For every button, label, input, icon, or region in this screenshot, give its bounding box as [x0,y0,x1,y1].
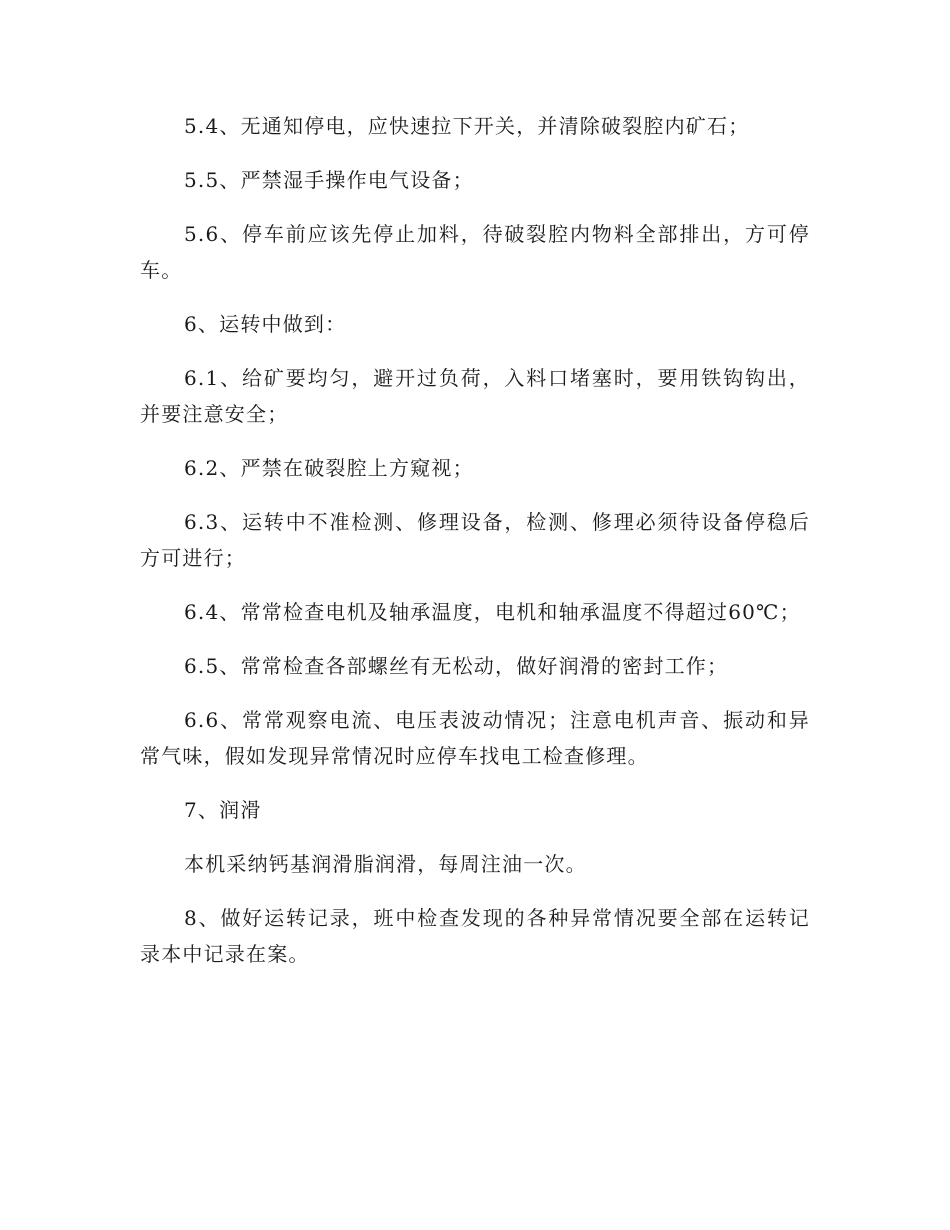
paragraph-6-2: 6.2、严禁在破裂腔上方窥视； [184,456,474,480]
paragraph-5-6: 5.6、停车前应该先停止加料，待破裂腔内物料全部排出，方可停车。 [140,222,810,282]
section-heading-7: 7、润滑 [184,798,262,822]
paragraph-5-5: 5.5、严禁湿手操作电气设备； [184,168,474,192]
paragraph-5-4: 5.4、无通知停电，应快速拉下开关，并清除破裂腔内矿石； [184,114,750,138]
paragraph-8: 8、做好运转记录，班中检查发现的各种异常情况要全部在运转记录本中记录在案。 [140,906,810,966]
paragraph-6-4: 6.4、常常检查电机及轴承温度，电机和轴承温度不得超过60℃； [184,600,801,624]
document-body [140,108,810,990]
paragraph-6-6: 6.6、常常观察电流、电压表波动情况；注意电机声音、振动和异常气味，假如发现异常情况时应停车找电工检查修理。 [140,708,810,768]
paragraph-6-5: 6.5、常常检查各部螺丝有无松动，做好润滑的密封工作； [184,654,729,678]
paragraph-7-body: 本机采纳钙基润滑脂润滑，每周注油一次。 [184,852,587,876]
paragraph-6-3: 6.3、运转中不准检测、修理设备，检测、修理必须待设备停稳后方可进行； [140,510,810,570]
paragraph-6-1: 6.1、给矿要均匀，避开过负荷，入料口堵塞时，要用铁钩钩出，并要注意安全； [140,366,810,426]
section-heading-6: 6、运转中做到： [184,312,347,336]
